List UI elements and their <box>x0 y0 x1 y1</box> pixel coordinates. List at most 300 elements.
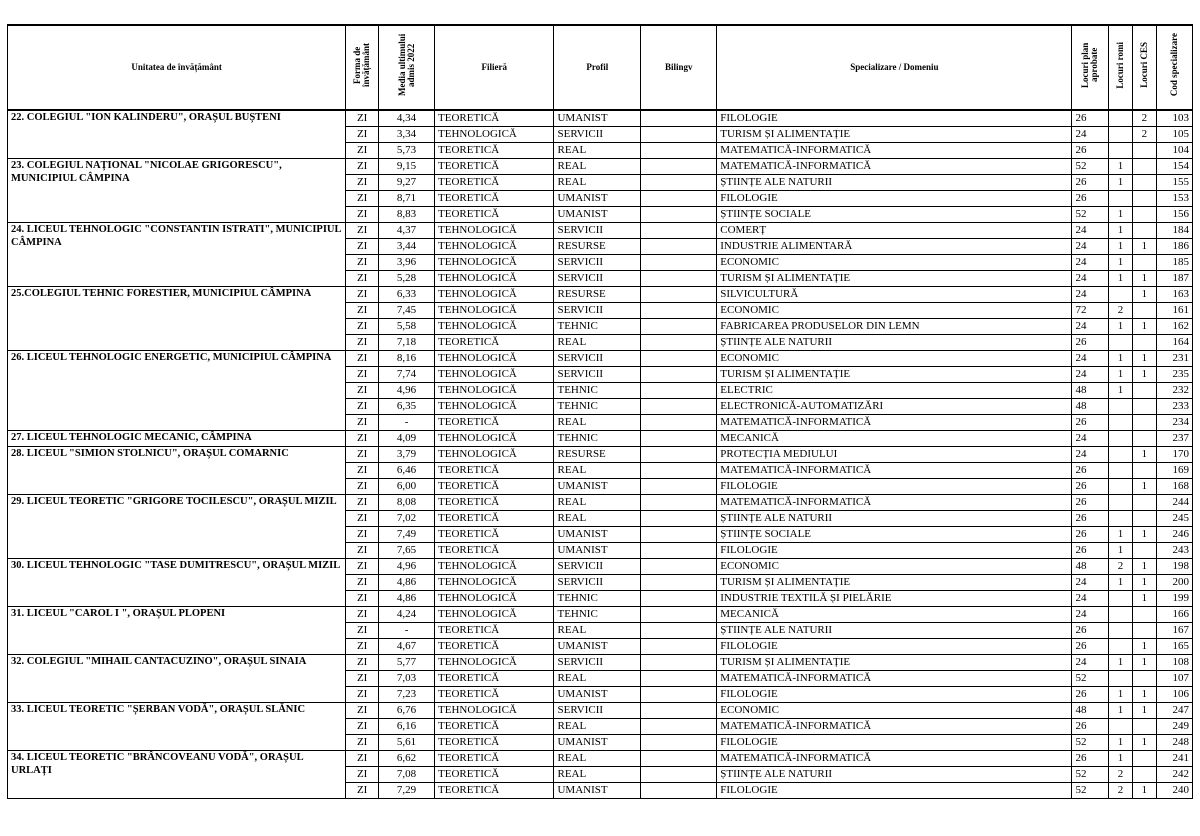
cell-cod: 185 <box>1156 254 1192 270</box>
cell-filiera: TEHNOLOGICĂ <box>435 366 554 382</box>
cell-bilingv <box>641 670 717 686</box>
cell-specializare: ȘTIINȚE ALE NATURII <box>717 766 1072 782</box>
cell-locuri-romi: 1 <box>1109 750 1132 766</box>
cell-filiera: TEHNOLOGICĂ <box>435 398 554 414</box>
cell-filiera: TEHNOLOGICĂ <box>435 590 554 606</box>
cell-specializare: MECANICĂ <box>717 606 1072 622</box>
cell-filiera: TEHNOLOGICĂ <box>435 654 554 670</box>
cell-locuri-romi: 1 <box>1109 526 1132 542</box>
cell-filiera: TEORETICĂ <box>435 766 554 782</box>
cell-specializare: ȘTIINȚE ALE NATURII <box>717 622 1072 638</box>
cell-profil: UMANIST <box>554 206 641 222</box>
cell-forma: ZI <box>346 174 379 190</box>
cell-locuri-ces <box>1132 494 1156 510</box>
cell-bilingv <box>641 318 717 334</box>
cell-locuri-romi: 1 <box>1109 318 1132 334</box>
cell-specializare: MATEMATICĂ-INFORMATICĂ <box>717 142 1072 158</box>
cell-cod: 243 <box>1156 542 1192 558</box>
cell-profil: REAL <box>554 510 641 526</box>
cell-media: 4,34 <box>379 110 435 127</box>
cell-filiera: TEHNOLOGICĂ <box>435 606 554 622</box>
cell-forma: ZI <box>346 382 379 398</box>
cell-profil: REAL <box>554 414 641 430</box>
cell-media: 6,46 <box>379 462 435 478</box>
cell-cod: 200 <box>1156 574 1192 590</box>
cell-specializare: TURISM ȘI ALIMENTAȚIE <box>717 654 1072 670</box>
cell-filiera: TEORETICĂ <box>435 510 554 526</box>
cell-specializare: TURISM ȘI ALIMENTAȚIE <box>717 126 1072 142</box>
cell-forma: ZI <box>346 494 379 510</box>
cell-bilingv <box>641 478 717 494</box>
cell-bilingv <box>641 638 717 654</box>
cell-filiera: TEHNOLOGICĂ <box>435 222 554 238</box>
cell-locuri-ces: 1 <box>1132 286 1156 302</box>
cell-forma: ZI <box>346 590 379 606</box>
cell-locuri-plan: 26 <box>1072 190 1109 206</box>
table-row <box>8 286 1193 302</box>
cell-filiera: TEORETICĂ <box>435 686 554 702</box>
cell-profil: RESURSE <box>554 238 641 254</box>
cell-locuri-romi: 1 <box>1109 542 1132 558</box>
cell-cod: 106 <box>1156 686 1192 702</box>
cell-specializare: ELECTRIC <box>717 382 1072 398</box>
cell-locuri-ces: 1 <box>1132 574 1156 590</box>
table-row <box>8 750 1193 766</box>
cell-cod: 155 <box>1156 174 1192 190</box>
cell-locuri-romi: 1 <box>1109 222 1132 238</box>
cell-filiera: TEHNOLOGICĂ <box>435 286 554 302</box>
cell-bilingv <box>641 766 717 782</box>
cell-specializare: INDUSTRIE TEXTILĂ ȘI PIELĂRIE <box>717 590 1072 606</box>
cell-cod: 247 <box>1156 702 1192 718</box>
table-row <box>8 430 1193 446</box>
cell-profil: SERVICII <box>554 222 641 238</box>
cell-filiera: TEORETICĂ <box>435 462 554 478</box>
cell-bilingv <box>641 110 717 127</box>
cell-specializare: ELECTRONICĂ-AUTOMATIZĂRI <box>717 398 1072 414</box>
cell-locuri-romi <box>1109 430 1132 446</box>
cell-media: 7,49 <box>379 526 435 542</box>
cell-locuri-romi <box>1109 622 1132 638</box>
cell-cod: 199 <box>1156 590 1192 606</box>
cell-filiera: TEORETICĂ <box>435 190 554 206</box>
cell-locuri-plan: 48 <box>1072 558 1109 574</box>
cell-specializare: COMERȚ <box>717 222 1072 238</box>
cell-forma: ZI <box>346 158 379 174</box>
cell-filiera: TEORETICĂ <box>435 110 554 127</box>
cell-media: 5,28 <box>379 270 435 286</box>
cell-locuri-romi: 1 <box>1109 158 1132 174</box>
table-row <box>8 702 1193 718</box>
cell-forma: ZI <box>346 286 379 302</box>
cell-profil: RESURSE <box>554 286 641 302</box>
cell-specializare: MATEMATICĂ-INFORMATICĂ <box>717 750 1072 766</box>
cell-forma: ZI <box>346 270 379 286</box>
cell-media: 3,34 <box>379 126 435 142</box>
cell-media: 3,44 <box>379 238 435 254</box>
cell-cod: 170 <box>1156 446 1192 462</box>
cell-locuri-plan: 52 <box>1072 766 1109 782</box>
cell-filiera: TEHNOLOGICĂ <box>435 574 554 590</box>
cell-bilingv <box>641 366 717 382</box>
cell-locuri-plan: 26 <box>1072 494 1109 510</box>
cell-locuri-ces: 1 <box>1132 638 1156 654</box>
cell-profil: REAL <box>554 158 641 174</box>
header-cod: Cod specializare <box>1156 25 1192 110</box>
cell-locuri-ces <box>1132 174 1156 190</box>
cell-media: 7,29 <box>379 782 435 798</box>
cell-specializare: MATEMATICĂ-INFORMATICĂ <box>717 718 1072 734</box>
cell-media: 8,16 <box>379 350 435 366</box>
cell-locuri-romi: 1 <box>1109 702 1132 718</box>
cell-media: 7,03 <box>379 670 435 686</box>
cell-filiera: TEHNOLOGICĂ <box>435 350 554 366</box>
cell-media: 3,79 <box>379 446 435 462</box>
cell-specializare: INDUSTRIE ALIMENTARĂ <box>717 238 1072 254</box>
cell-bilingv <box>641 750 717 766</box>
cell-profil: REAL <box>554 334 641 350</box>
table-row <box>8 222 1193 238</box>
cell-cod: 248 <box>1156 734 1192 750</box>
cell-locuri-ces: 1 <box>1132 318 1156 334</box>
cell-media: 3,96 <box>379 254 435 270</box>
cell-specializare: FILOLOGIE <box>717 110 1072 127</box>
cell-bilingv <box>641 686 717 702</box>
cell-forma: ZI <box>346 734 379 750</box>
cell-locuri-plan: 26 <box>1072 686 1109 702</box>
cell-specializare: MATEMATICĂ-INFORMATICĂ <box>717 670 1072 686</box>
cell-media: 7,08 <box>379 766 435 782</box>
table-row <box>8 606 1193 622</box>
header-locuri-ces: Locuri CES <box>1132 25 1156 110</box>
cell-profil: REAL <box>554 174 641 190</box>
cell-filiera: TEORETICĂ <box>435 206 554 222</box>
cell-locuri-ces: 1 <box>1132 782 1156 798</box>
cell-forma: ZI <box>346 622 379 638</box>
cell-locuri-ces: 2 <box>1132 126 1156 142</box>
cell-locuri-plan: 26 <box>1072 414 1109 430</box>
cell-cod: 105 <box>1156 126 1192 142</box>
cell-forma: ZI <box>346 750 379 766</box>
cell-forma: ZI <box>346 414 379 430</box>
cell-locuri-ces: 1 <box>1132 446 1156 462</box>
cell-media: 9,15 <box>379 158 435 174</box>
cell-media: - <box>379 414 435 430</box>
cell-profil: UMANIST <box>554 542 641 558</box>
cell-filiera: TEHNOLOGICĂ <box>435 558 554 574</box>
table-row <box>8 494 1193 510</box>
cell-media: 7,18 <box>379 334 435 350</box>
cell-media: 5,77 <box>379 654 435 670</box>
cell-locuri-plan: 48 <box>1072 382 1109 398</box>
cell-locuri-ces: 1 <box>1132 366 1156 382</box>
cell-specializare: FILOLOGIE <box>717 638 1072 654</box>
cell-locuri-ces <box>1132 222 1156 238</box>
cell-locuri-ces <box>1132 766 1156 782</box>
cell-forma: ZI <box>346 318 379 334</box>
cell-locuri-plan: 24 <box>1072 654 1109 670</box>
cell-cod: 164 <box>1156 334 1192 350</box>
school-name: 32. COLEGIUL "MIHAIL CANTACUZINO", ORAȘUL SINAIA <box>8 654 346 702</box>
cell-specializare: FABRICAREA PRODUSELOR DIN LEMN <box>717 318 1072 334</box>
table-header <box>8 25 1193 110</box>
cell-profil: UMANIST <box>554 782 641 798</box>
cell-profil: REAL <box>554 766 641 782</box>
cell-specializare: ECONOMIC <box>717 350 1072 366</box>
header-locuri-romi: Locuri romi <box>1109 25 1132 110</box>
cell-profil: SERVICII <box>554 350 641 366</box>
header-media: Media ultimului admis 2022 <box>379 25 435 110</box>
cell-media: 5,58 <box>379 318 435 334</box>
cell-specializare: MATEMATICĂ-INFORMATICĂ <box>717 494 1072 510</box>
cell-locuri-ces: 1 <box>1132 558 1156 574</box>
cell-profil: SERVICII <box>554 254 641 270</box>
cell-locuri-romi <box>1109 126 1132 142</box>
cell-locuri-romi: 1 <box>1109 270 1132 286</box>
cell-media: 6,76 <box>379 702 435 718</box>
cell-forma: ZI <box>346 702 379 718</box>
cell-locuri-plan: 26 <box>1072 750 1109 766</box>
cell-locuri-romi <box>1109 414 1132 430</box>
cell-locuri-romi <box>1109 718 1132 734</box>
cell-forma: ZI <box>346 510 379 526</box>
cell-forma: ZI <box>346 526 379 542</box>
cell-locuri-plan: 26 <box>1072 478 1109 494</box>
cell-locuri-plan: 24 <box>1072 590 1109 606</box>
cell-profil: UMANIST <box>554 110 641 127</box>
cell-bilingv <box>641 462 717 478</box>
cell-cod: 198 <box>1156 558 1192 574</box>
cell-locuri-romi <box>1109 142 1132 158</box>
cell-locuri-plan: 24 <box>1072 430 1109 446</box>
cell-profil: TEHNIC <box>554 318 641 334</box>
cell-forma: ZI <box>346 398 379 414</box>
cell-cod: 162 <box>1156 318 1192 334</box>
cell-profil: UMANIST <box>554 190 641 206</box>
cell-locuri-ces: 1 <box>1132 686 1156 702</box>
cell-filiera: TEHNOLOGICĂ <box>435 446 554 462</box>
cell-bilingv <box>641 302 717 318</box>
cell-locuri-ces <box>1132 382 1156 398</box>
cell-locuri-romi: 2 <box>1109 302 1132 318</box>
cell-bilingv <box>641 382 717 398</box>
cell-cod: 232 <box>1156 382 1192 398</box>
cell-locuri-plan: 52 <box>1072 782 1109 798</box>
cell-bilingv <box>641 782 717 798</box>
cell-profil: TEHNIC <box>554 398 641 414</box>
cell-media: 6,33 <box>379 286 435 302</box>
cell-locuri-plan: 24 <box>1072 270 1109 286</box>
cell-forma: ZI <box>346 350 379 366</box>
cell-locuri-plan: 26 <box>1072 174 1109 190</box>
cell-forma: ZI <box>346 366 379 382</box>
cell-locuri-ces <box>1132 670 1156 686</box>
cell-forma: ZI <box>346 446 379 462</box>
cell-locuri-romi <box>1109 190 1132 206</box>
cell-bilingv <box>641 702 717 718</box>
cell-locuri-plan: 24 <box>1072 366 1109 382</box>
cell-bilingv <box>641 430 717 446</box>
cell-profil: SERVICII <box>554 302 641 318</box>
cell-media: 4,86 <box>379 590 435 606</box>
cell-locuri-plan: 24 <box>1072 254 1109 270</box>
cell-profil: RESURSE <box>554 446 641 462</box>
cell-locuri-ces <box>1132 142 1156 158</box>
cell-forma: ZI <box>346 542 379 558</box>
header-specializare: Specializare / Domeniu <box>717 25 1072 110</box>
cell-cod: 186 <box>1156 238 1192 254</box>
cell-locuri-plan: 26 <box>1072 334 1109 350</box>
cell-locuri-ces <box>1132 206 1156 222</box>
cell-cod: 242 <box>1156 766 1192 782</box>
cell-locuri-plan: 24 <box>1072 606 1109 622</box>
cell-specializare: FILOLOGIE <box>717 686 1072 702</box>
cell-locuri-plan: 26 <box>1072 526 1109 542</box>
cell-locuri-romi: 2 <box>1109 766 1132 782</box>
cell-forma: ZI <box>346 142 379 158</box>
table-body <box>8 110 1193 799</box>
admission-table-sheet <box>7 24 1193 799</box>
cell-profil: SERVICII <box>554 366 641 382</box>
cell-forma: ZI <box>346 654 379 670</box>
school-name: 23. COLEGIUL NAȚIONAL "NICOLAE GRIGORESCU", MUNICIPIUL CÂMPINA <box>8 158 346 222</box>
cell-locuri-ces: 1 <box>1132 654 1156 670</box>
cell-specializare: ȘTIINȚE SOCIALE <box>717 206 1072 222</box>
cell-media: 6,00 <box>379 478 435 494</box>
cell-filiera: TEORETICĂ <box>435 782 554 798</box>
cell-cod: 107 <box>1156 670 1192 686</box>
cell-filiera: TEORETICĂ <box>435 622 554 638</box>
cell-filiera: TEORETICĂ <box>435 494 554 510</box>
cell-bilingv <box>641 270 717 286</box>
cell-specializare: TURISM ȘI ALIMENTAȚIE <box>717 574 1072 590</box>
cell-media: 5,73 <box>379 142 435 158</box>
cell-filiera: TEORETICĂ <box>435 750 554 766</box>
cell-bilingv <box>641 414 717 430</box>
cell-bilingv <box>641 334 717 350</box>
cell-filiera: TEHNOLOGICĂ <box>435 238 554 254</box>
cell-forma: ZI <box>346 462 379 478</box>
cell-filiera: TEORETICĂ <box>435 526 554 542</box>
cell-locuri-plan: 26 <box>1072 142 1109 158</box>
cell-forma: ZI <box>346 766 379 782</box>
cell-specializare: ȘTIINȚE ALE NATURII <box>717 174 1072 190</box>
cell-cod: 104 <box>1156 142 1192 158</box>
cell-media: 7,23 <box>379 686 435 702</box>
cell-forma: ZI <box>346 334 379 350</box>
cell-bilingv <box>641 446 717 462</box>
cell-profil: REAL <box>554 494 641 510</box>
cell-media: 6,16 <box>379 718 435 734</box>
cell-bilingv <box>641 590 717 606</box>
cell-locuri-romi <box>1109 494 1132 510</box>
header-locuri-plan: Locuri plan aprobate <box>1072 25 1109 110</box>
cell-locuri-romi <box>1109 590 1132 606</box>
table-row <box>8 110 1193 127</box>
cell-bilingv <box>641 494 717 510</box>
cell-filiera: TEORETICĂ <box>435 334 554 350</box>
cell-filiera: TEORETICĂ <box>435 542 554 558</box>
cell-cod: 108 <box>1156 654 1192 670</box>
cell-profil: REAL <box>554 718 641 734</box>
cell-locuri-romi <box>1109 606 1132 622</box>
cell-bilingv <box>641 350 717 366</box>
school-name: 26. LICEUL TEHNOLOGIC ENERGETIC, MUNICIPIUL CÂMPINA <box>8 350 346 430</box>
cell-media: 4,24 <box>379 606 435 622</box>
cell-cod: 169 <box>1156 462 1192 478</box>
cell-bilingv <box>641 238 717 254</box>
cell-locuri-plan: 26 <box>1072 718 1109 734</box>
cell-locuri-romi: 1 <box>1109 574 1132 590</box>
cell-media: 4,86 <box>379 574 435 590</box>
cell-profil: SERVICII <box>554 558 641 574</box>
cell-media: 4,37 <box>379 222 435 238</box>
header-bilingv: Bilingv <box>641 25 717 110</box>
cell-bilingv <box>641 542 717 558</box>
cell-filiera: TEORETICĂ <box>435 718 554 734</box>
cell-bilingv <box>641 174 717 190</box>
cell-profil: UMANIST <box>554 734 641 750</box>
cell-specializare: MECANICĂ <box>717 430 1072 446</box>
cell-bilingv <box>641 558 717 574</box>
cell-cod: 235 <box>1156 366 1192 382</box>
cell-filiera: TEORETICĂ <box>435 670 554 686</box>
cell-media: 6,35 <box>379 398 435 414</box>
school-name: 25.COLEGIUL TEHNIC FORESTIER, MUNICIPIUL CÂMPINA <box>8 286 346 350</box>
cell-specializare: FILOLOGIE <box>717 190 1072 206</box>
cell-cod: 244 <box>1156 494 1192 510</box>
cell-locuri-plan: 48 <box>1072 702 1109 718</box>
cell-cod: 231 <box>1156 350 1192 366</box>
cell-locuri-plan: 26 <box>1072 622 1109 638</box>
cell-cod: 163 <box>1156 286 1192 302</box>
school-name: 22. COLEGIUL "ION KALINDERU", ORAȘUL BUȘTENI <box>8 110 346 159</box>
cell-specializare: ECONOMIC <box>717 254 1072 270</box>
cell-bilingv <box>641 206 717 222</box>
school-name: 28. LICEUL "SIMION STOLNICU", ORAȘUL COMARNIC <box>8 446 346 494</box>
cell-forma: ZI <box>346 110 379 127</box>
cell-cod: 165 <box>1156 638 1192 654</box>
cell-locuri-romi <box>1109 398 1132 414</box>
cell-locuri-plan: 24 <box>1072 446 1109 462</box>
table-row <box>8 158 1193 174</box>
school-name: 24. LICEUL TEHNOLOGIC "CONSTANTIN ISTRATI", MUNICIPIUL CÂMPINA <box>8 222 346 286</box>
cell-locuri-ces: 1 <box>1132 270 1156 286</box>
cell-locuri-ces <box>1132 254 1156 270</box>
cell-locuri-ces <box>1132 750 1156 766</box>
cell-profil: TEHNIC <box>554 430 641 446</box>
cell-profil: SERVICII <box>554 126 641 142</box>
cell-cod: 103 <box>1156 110 1192 127</box>
cell-cod: 161 <box>1156 302 1192 318</box>
cell-locuri-romi: 1 <box>1109 174 1132 190</box>
cell-filiera: TEHNOLOGICĂ <box>435 318 554 334</box>
cell-locuri-romi: 1 <box>1109 206 1132 222</box>
cell-forma: ZI <box>346 670 379 686</box>
cell-cod: 154 <box>1156 158 1192 174</box>
cell-locuri-plan: 26 <box>1072 510 1109 526</box>
header-unitate: Unitatea de învățământ <box>8 25 346 110</box>
cell-profil: TEHNIC <box>554 606 641 622</box>
cell-specializare: ECONOMIC <box>717 558 1072 574</box>
cell-locuri-ces: 1 <box>1132 526 1156 542</box>
cell-locuri-romi: 1 <box>1109 686 1132 702</box>
cell-cod: 246 <box>1156 526 1192 542</box>
cell-profil: SERVICII <box>554 654 641 670</box>
cell-filiera: TEHNOLOGICĂ <box>435 254 554 270</box>
cell-locuri-romi <box>1109 334 1132 350</box>
cell-forma: ZI <box>346 718 379 734</box>
